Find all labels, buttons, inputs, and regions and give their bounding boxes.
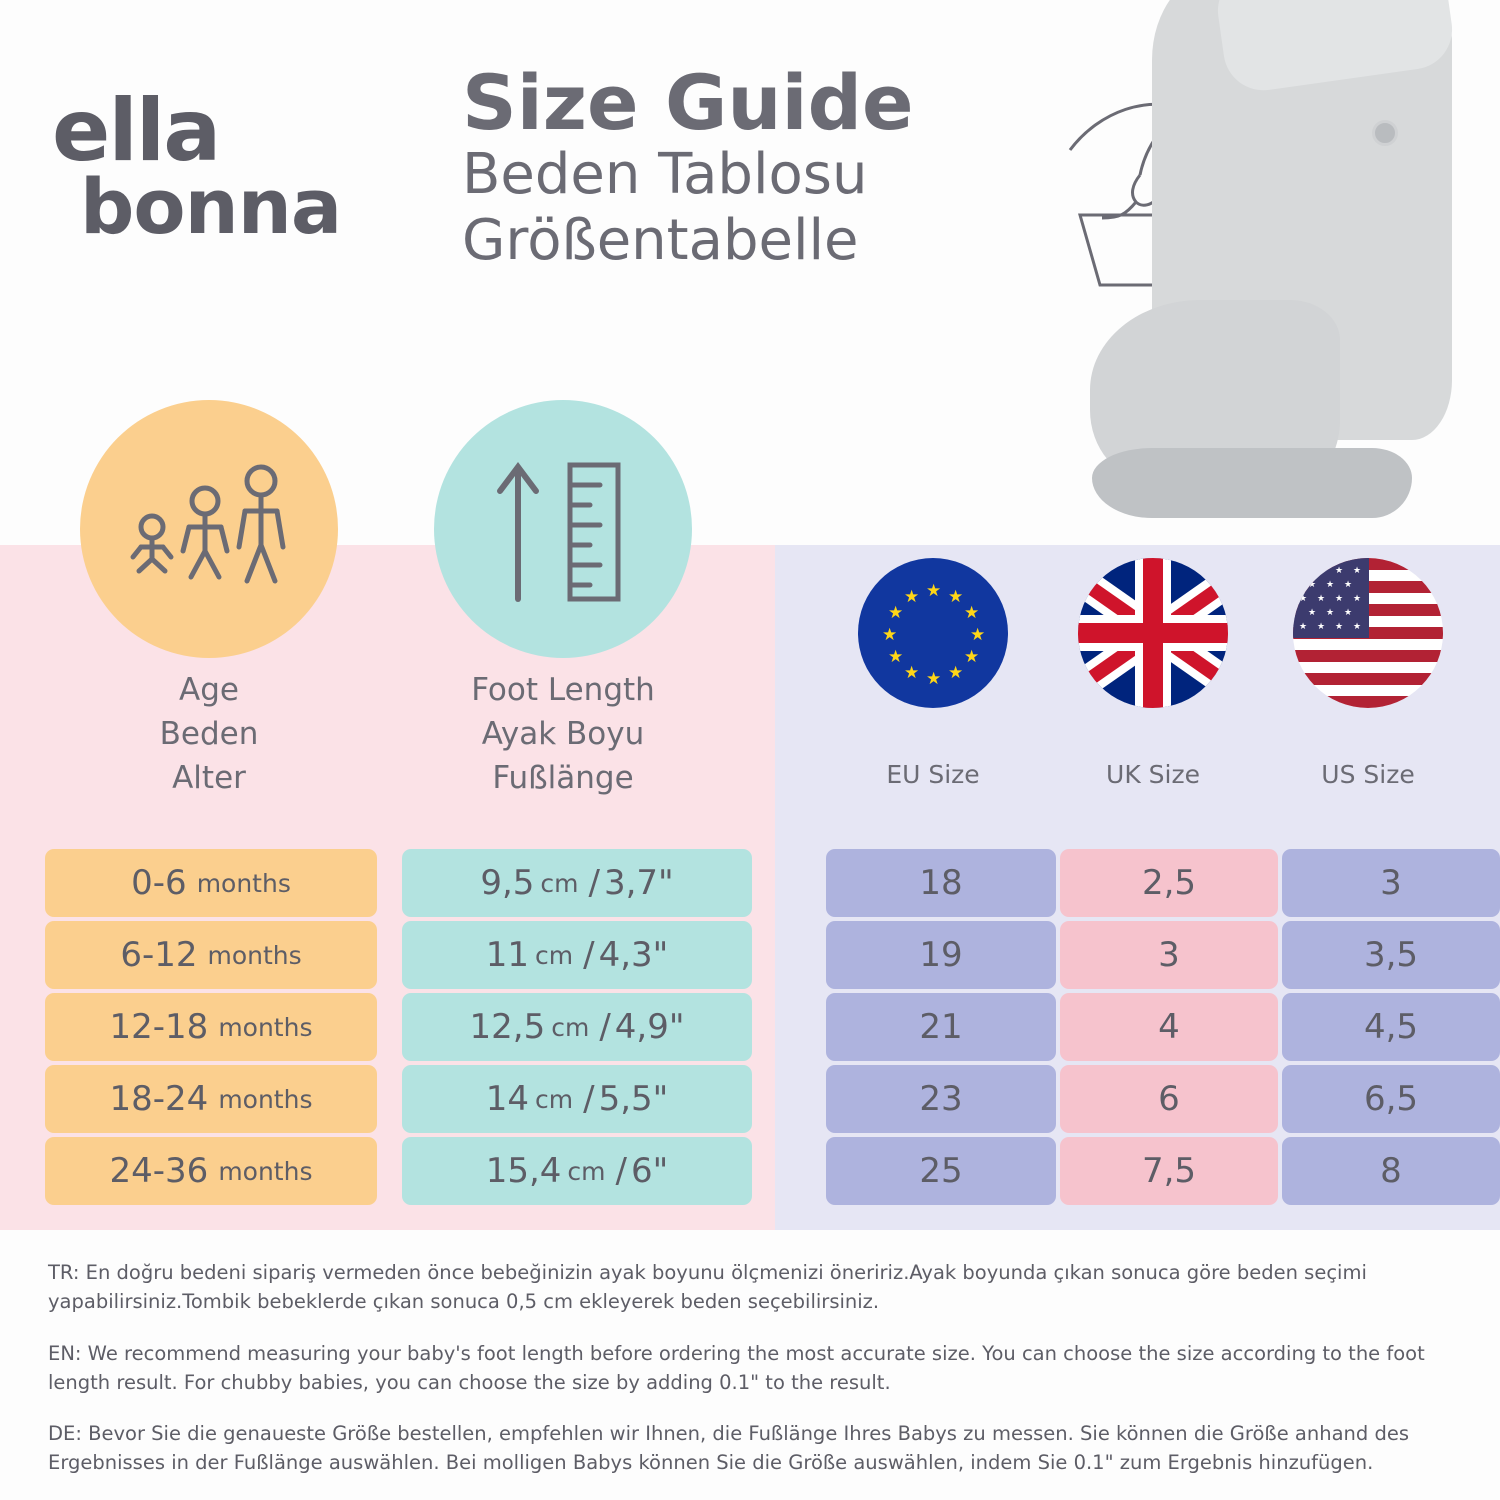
brand-logo-line1: ella	[52, 81, 220, 181]
foot-cm-unit: cm	[534, 940, 574, 970]
foot-inch-value: 3,7"	[603, 863, 674, 903]
table-row	[0, 921, 1500, 989]
foot-cm-unit: cm	[534, 1084, 574, 1114]
baby-boot-photo	[1080, 0, 1500, 545]
uk-size-cell: 2,5	[1060, 849, 1278, 917]
uk-size-cell: 7,5	[1060, 1137, 1278, 1205]
eu-size-cell: 21	[826, 993, 1056, 1061]
age-title-en: Age	[179, 672, 239, 708]
age-cell	[45, 921, 377, 989]
foot-inch-value: 5,5"	[598, 1079, 669, 1119]
foot-cm-value: 9,5	[480, 863, 535, 903]
age-unit: months	[207, 940, 302, 970]
age-title-tr: Beden	[159, 716, 259, 753]
age-unit: months	[196, 868, 291, 898]
us-size-cell: 3,5	[1282, 921, 1500, 989]
foot-separator: /	[583, 935, 595, 975]
age-column-title	[80, 668, 338, 800]
eu-size-cell: 25	[826, 1137, 1056, 1205]
foot-separator: /	[615, 1151, 627, 1191]
us-size-cell: 3	[1282, 849, 1500, 917]
foot-cm-value: 14	[485, 1079, 529, 1119]
age-value: 12-18	[109, 1007, 209, 1047]
age-unit: months	[218, 1156, 313, 1186]
title-de: Größentabelle	[462, 207, 859, 273]
foot-length-cell	[402, 1065, 752, 1133]
foot-length-cell	[402, 921, 752, 989]
note-tr: TR: En doğru bedeni sipariş vermeden önce bebeğinizin ayak boyunu ölçmenizi öneririz.Ayak boyunda çıkan sonuca göre beden seçimi yapabilirsiniz.Tombik bebeklerde çıkan sonuca 0,5 cm ekleyerek beden seçebilirsiniz.	[48, 1261, 1367, 1314]
foot-separator: /	[583, 1079, 595, 1119]
title-en: Size Guide	[462, 58, 914, 147]
family-icon	[80, 400, 338, 658]
uk-size-cell: 4	[1060, 993, 1278, 1061]
foot-separator: /	[588, 863, 600, 903]
brand-logo-line2: bonna	[80, 162, 342, 252]
age-value: 6-12	[120, 935, 198, 975]
age-value: 24-36	[109, 1151, 209, 1191]
note-de: DE: Bevor Sie die genaueste Größe bestellen, empfehlen wir Ihnen, die Fußlänge Ihres Babys zu messen. Sie können die Größe anhand des Ergebnisses in der Fußlänge auswählen. Bei molligen Babys können Sie die Größe auswählen, indem Sie 0.1" zum Ergebnis hinzufügen.	[48, 1422, 1410, 1475]
us-size-label: US Size	[1321, 760, 1415, 789]
us-size-cell: 6,5	[1282, 1065, 1500, 1133]
page-title	[462, 58, 914, 274]
age-unit: months	[218, 1012, 313, 1042]
eu-size-cell: 23	[826, 1065, 1056, 1133]
foot-length-cell	[402, 1137, 752, 1205]
uk-size-cell: 6	[1060, 1065, 1278, 1133]
us-flag-icon: ★ ★ ★ ★ ★ ★ ★ ★ ★ ★ ★ ★ ★ ★ ★ ★ ★ ★	[1293, 558, 1443, 708]
foot-length-column-title	[400, 668, 726, 800]
note-en: EN: We recommend measuring your baby's foot length before ordering the most accurate size. You can choose the size according to the foot length result. For chubby babies, you can choose the size by adding 0.1" to the result.	[48, 1341, 1425, 1394]
eu-size-cell: 18	[826, 849, 1056, 917]
age-cell	[45, 1137, 377, 1205]
age-title-de: Alter	[172, 760, 246, 797]
age-cell	[45, 849, 377, 917]
foot-cm-unit: cm	[540, 868, 579, 898]
age-value: 18-24	[109, 1079, 209, 1119]
uk-flag-icon	[1078, 558, 1228, 708]
foot-cm-unit: cm	[551, 1012, 590, 1042]
table-row	[0, 993, 1500, 1061]
foot-title-en: Foot Length	[471, 672, 655, 708]
foot-cm-value: 15,4	[485, 1151, 562, 1191]
age-unit: months	[218, 1084, 313, 1114]
foot-length-cell	[402, 849, 752, 917]
brand-logo	[52, 81, 382, 252]
ruler-icon	[434, 400, 692, 658]
eu-flag-icon: ★ ★ ★ ★ ★ ★ ★ ★ ★ ★ ★ ★	[858, 558, 1008, 708]
size-table	[0, 849, 1500, 1209]
age-cell	[45, 993, 377, 1061]
us-size-cell: 4,5	[1282, 993, 1500, 1061]
age-value: 0-6	[131, 863, 187, 903]
table-row	[0, 849, 1500, 917]
age-cell	[45, 1065, 377, 1133]
eu-size-label: EU Size	[886, 760, 980, 789]
foot-length-cell	[402, 993, 752, 1061]
foot-inch-value: 6"	[631, 1151, 669, 1191]
title-tr: Beden Tablosu	[462, 141, 868, 207]
foot-inch-value: 4,3"	[598, 935, 669, 975]
eu-size-cell: 19	[826, 921, 1056, 989]
notes-section	[48, 1258, 1458, 1500]
foot-cm-unit: cm	[567, 1156, 606, 1186]
foot-title-tr: Ayak Boyu	[481, 716, 645, 753]
uk-size-label: UK Size	[1106, 760, 1200, 789]
uk-size-cell: 3	[1060, 921, 1278, 989]
foot-separator: /	[599, 1007, 611, 1047]
foot-cm-value: 11	[485, 935, 529, 975]
foot-title-de: Fußlänge	[492, 760, 634, 797]
us-size-cell: 8	[1282, 1137, 1500, 1205]
foot-cm-value: 12,5	[469, 1007, 546, 1047]
foot-inch-value: 4,9"	[614, 1007, 685, 1047]
table-row	[0, 1065, 1500, 1133]
table-row	[0, 1137, 1500, 1205]
